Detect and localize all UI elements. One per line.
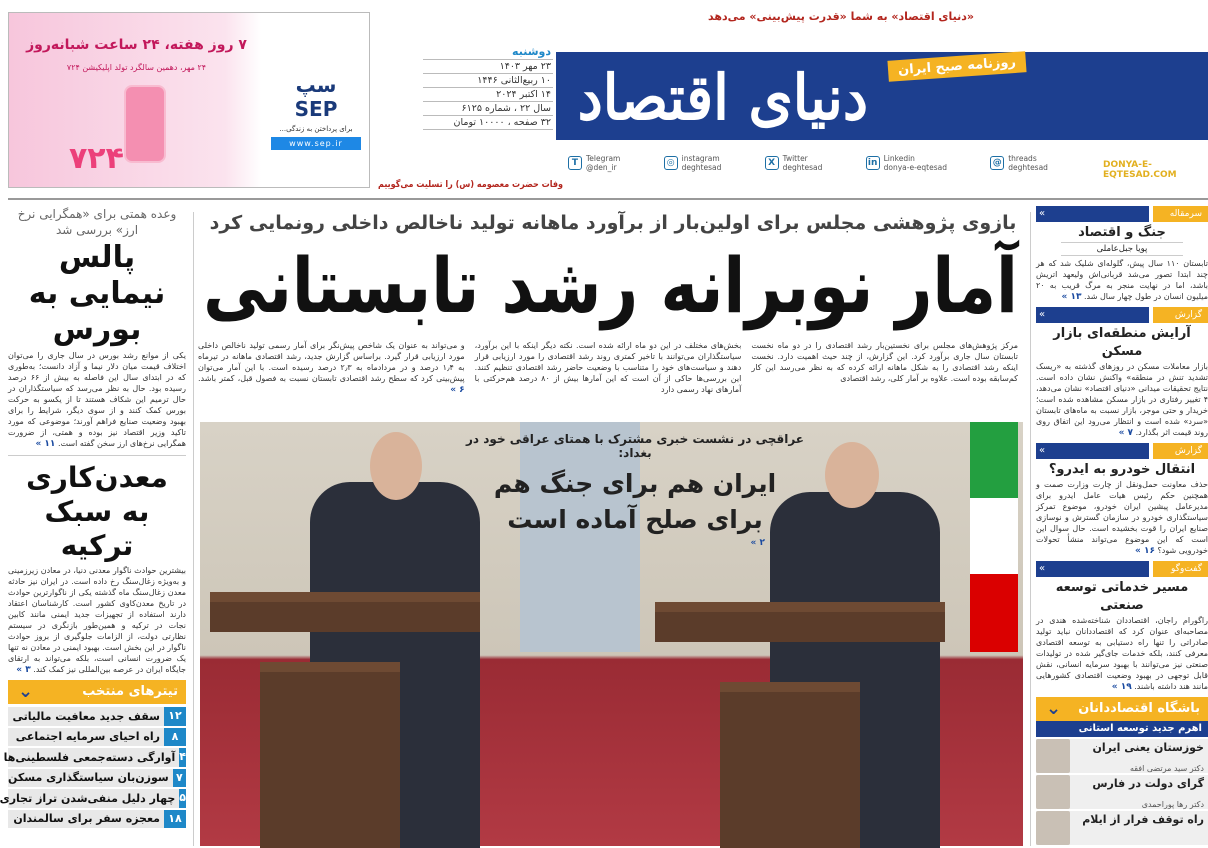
social-name: Telegram (586, 154, 621, 163)
story-mining[interactable] (8, 461, 186, 676)
page-number: ۱۸ (164, 810, 186, 829)
page-number: ۱۲ (164, 707, 186, 726)
story-auto[interactable] (1036, 443, 1208, 557)
page-number: ۸ (164, 728, 186, 747)
story-body-wrap (1036, 258, 1208, 303)
chevrons-icon: « (1036, 206, 1149, 222)
story-body: حذف معاونت حمل‌ونقل از چارت وزارت صمت و همچنین حکم رئیس هیات عامل ایدرو برای مدیرعامل پیشین ایران خودرو، موضوع تمرکز سیاستگذاری خودرو در سازمان گسترش و نوسازی صنایع ایران را قوت بخشیده است. حال سوال این است که این موضوع می‌تواند منشأ تحولات خودرویی شود؟ (1036, 480, 1208, 555)
list-item[interactable] (8, 728, 186, 747)
solar-date: ۲۳ مهر ۱۴۰۳ (423, 60, 553, 74)
page-ref: ۱۳ » (1061, 292, 1082, 302)
ad-tagline: برای پرداختن به زندگی... (279, 125, 353, 133)
social-handle: deghtesad (681, 163, 722, 172)
list-item[interactable] (8, 707, 186, 726)
section-title: باشگاه اقتصاددانان (1078, 701, 1200, 716)
podium-left (260, 662, 400, 848)
economists-club (1036, 697, 1208, 845)
list-item[interactable] (8, 769, 186, 788)
condolence-note: وفات حضرت معصومه (س) را تسلیت می‌گوییم (378, 180, 563, 190)
item-title: خوزستان یعنی ایران (1092, 741, 1204, 754)
page-ref: ۱۱ » (35, 439, 56, 449)
story-body-wrap (8, 565, 186, 676)
page-number: ۵ (179, 789, 186, 808)
price: ۳۲ صفحه ، ۱۰۰۰۰ تومان (423, 116, 553, 130)
headline: معجزه سفر برای سالمندان (13, 812, 160, 826)
headline: چهار دلیل منفی‌شدن تراز تجاری (0, 791, 176, 805)
speaker-head (370, 432, 422, 500)
chevrons-icon: « (1036, 307, 1149, 323)
page-number: ۴ (179, 748, 186, 767)
divider (8, 198, 1208, 200)
story-body-wrap (1036, 479, 1208, 557)
social-name: instagram (681, 154, 720, 163)
story-body: راگورام راجان، اقتصاددان شناخته‌شده هندی در مصاحبه‌ای عنوان کرد که اقتصاددانان نباید تولید صادراتی را تنها راه دستیابی به توسعه اقتصادی معرفی کنند، بلکه خدمات جای‌گیر شده در تولیدات صنعتی نیز می‌توانند با بهبود سرمایه انسانی، نقش قابل توجهی در بهبود وضعیت اقتصادی کشورهایی مانند هند داشته باشند. (1036, 616, 1208, 691)
page-number: ۷ (173, 769, 186, 788)
podium-right (720, 682, 860, 848)
section-bar (1036, 206, 1208, 222)
list-item[interactable] (1036, 775, 1208, 809)
social-handle: @den_ir (586, 163, 617, 172)
author-photo (1036, 811, 1070, 845)
story-title: پالس نیمایی به بورس (28, 240, 166, 347)
gregorian-date: ۱۴ اکتبر ۲۰۲۴ (423, 88, 553, 102)
social-links (568, 154, 1048, 172)
story-title: معدن‌کاری به سبک ترکیه (26, 461, 168, 562)
story-title: انتقال خودرو به ایدرو؟ (1048, 462, 1196, 477)
ad-headline: ۷ روز هفته، ۲۴ ساعت شبانه‌روز (26, 37, 247, 53)
ad-url[interactable]: www.sep.ir (271, 137, 361, 150)
ad-subline: ۲۴ مهر، دهمین سالگرد تولد اپلیکیشن ۷۲۴ (66, 63, 207, 72)
sep-logo-text: سپ SEP (294, 73, 338, 121)
lunar-date: ۱۰ ربیع‌الثانی ۱۴۴۶ (423, 74, 553, 88)
author: پویا جبل‌عاملی (1061, 242, 1183, 256)
story-kicker: وعده همتی برای «همگرایی نرخ ارز» بررسی شد (17, 207, 177, 237)
list-item[interactable] (1036, 739, 1208, 773)
social-threads[interactable] (990, 154, 1048, 172)
x-icon: X (765, 156, 779, 170)
podium-top (655, 602, 945, 642)
story-body: بیشترین حوادث ناگوار معدنی دنیا، در معادن زیرزمینی و به‌ویژه زغال‌سنگ رخ داده است. در ایران نیز حادثه معدن زغال‌سنگ ماه گذشته یکی از ناگوارترین حوادث در تاریخ معدن‌کاوی کشور است. کارشناسان اعتقاد دارند استفاده از تجهیزات جدید ایمنی مانند کابین نجات در ترکیه و همین‌طور بازنگری در سیستم نظارتی دولت، از الزامات جلوگیری از بروز حوادث ناگوار در این بخش است. بهبود ایمنی در معادن نه تنها یک ضرورت انسانی است، بلکه می‌تواند به ارتقای جایگاه ایران در عرصه بین‌المللی نیز کمک کند. (8, 566, 186, 674)
divider (8, 455, 186, 456)
left-column (0, 206, 186, 830)
section-bar (1036, 443, 1208, 459)
section-label: گزارش (1153, 307, 1208, 323)
social-name: Linkedin (883, 154, 915, 163)
headline: راه احیای سرمایه اجتماعی (15, 730, 160, 744)
section-label: گفت‌وگو (1153, 561, 1208, 577)
column-divider (193, 212, 194, 846)
lead-body (198, 340, 1018, 396)
page-ref: ۱۹ » (1111, 682, 1132, 692)
lead-kicker: بازوی پژوهشی مجلس برای اولین‌بار از برآورد ماهانه تولید ناخالص داخلی رونمایی کرد (209, 212, 1017, 234)
social-instagram[interactable] (664, 154, 722, 172)
item-author: دکتر سید مرتضی افقه (1129, 764, 1204, 773)
author-photo (1036, 739, 1070, 773)
story-body-wrap (1036, 615, 1208, 693)
page-ref: ۱۶ » (1135, 546, 1155, 556)
podium-top (210, 592, 480, 632)
item-title: راه توقف فرار از ایلام (1082, 813, 1204, 826)
list-item[interactable] (1036, 811, 1208, 845)
phone-illustration (124, 85, 166, 163)
social-handle: donya-e-eqtesad (883, 163, 947, 172)
lead-column: بخش‌های مختلف در این دو ماه ارائه شده است. نکته دیگر اینکه با این برآورد، سیاستگذاران می‌توانند با تاخیر کمتری روند رشد اقتصادی را مورد ارزیابی قرار دهند و سیاست‌های خود را متناسب با وضعیت حاضر رشد اقتصادی تنظیم کنند. این بررسی‌ها حاکی از آن است که این آمارها بیش از ۸۰ درصد هم‌حرکتی با آمارهای نهاد رسمی دارد (474, 341, 742, 394)
story-body-wrap (1036, 361, 1208, 439)
story-interview[interactable] (1036, 561, 1208, 693)
social-telegram[interactable] (568, 154, 620, 172)
story-title: جنگ و اقتصاد (1078, 225, 1166, 240)
story-title: مسیر خدماتی توسعه صنعتی (1055, 580, 1189, 613)
photo-headline[interactable]: ایران هم برای جنگ هم برای صلح آماده است (493, 469, 777, 534)
lead-column-text: و می‌تواند به عنوان یک شاخص پیش‌نگر برای آمار رسمی تولید ناخالص داخلی مورد ارزیابی قرار گیرد. براساس گزارش جدید، رشد اقتصادی ماهانه در تیرماه به ۱٫۴ درصد و در مردادماه به ۲٫۳ درصد رسیده است. با این آمار می‌توان پیش‌بینی کرد که سطح رشد اقتصادی تابستان نسبت به فصول قبل، کمتر باشد. (197, 341, 465, 383)
page-ref: ۷ » (1118, 428, 1134, 438)
list-item[interactable] (8, 810, 186, 829)
top-headlines-header (8, 680, 186, 704)
item-author: دکتر رها پوراحمدی (1141, 800, 1204, 809)
list-item[interactable] (0, 789, 186, 808)
section-label: گزارش (1153, 443, 1208, 459)
linkedin-icon: in (866, 156, 880, 170)
chevrons-icon: « (1036, 443, 1149, 459)
photo-kicker: عراقچی در نشست خبری مشترک با همتای عراقی خود در بغداد: (466, 432, 804, 460)
sep-advertisement[interactable] (8, 12, 370, 188)
threads-icon: @ (990, 156, 1004, 170)
sep-logo (271, 73, 361, 150)
story-housing[interactable] (1036, 307, 1208, 439)
story-body-wrap (8, 350, 186, 450)
page-ref: ۳ » (16, 665, 31, 675)
story-body: بازار معاملات مسکن در روزهای گذشته به «ریسک تشدید تنش در منطقه» واکنش نشان داده است. نتایج تحقیقات میدانی «دنیای اقتصاد» نشان می‌دهد، ۴ تغییر رفتاری در بازار مسکن مشاهده شده است؛ خریدار و حتی موجر، بازار نسبت به ماه‌های تابستان «سرد» شده است و انتظار می‌رود این اتفاق روی روند قیمت اثر بگذارد. (1036, 362, 1208, 437)
ad-big-number: ۷۲۴ (69, 141, 124, 176)
page-ref: ۲ » (750, 538, 765, 548)
item-title: گرای دولت در فارس (1092, 777, 1204, 790)
social-name: Twitter (782, 154, 808, 163)
social-handle: deghtesad (1008, 163, 1048, 172)
social-handle: deghtesad (782, 163, 823, 172)
chevron-down-icon: ⌄ (1046, 698, 1062, 719)
instagram-icon: ◎ (664, 156, 678, 170)
telegram-icon: T (568, 156, 582, 170)
lead-column: مرکز پژوهش‌های مجلس برای نخستین‌بار رشد اقتصادی را در دو ماه نخست تابستان سال جاری برآورد کرد. این گزارش، از چند حیث اهمیت دارد. نخست اینکه رشد اقتصادی را به شکل ماهانه ارائه کرده که به نظر می‌رسد این کار کم‌سابقه بوده است. علاوه بر آمار کلی، رشد اقتصادی (751, 341, 1018, 383)
lead-photo[interactable] (200, 422, 1023, 846)
story-editorial[interactable] (1036, 206, 1208, 303)
speaker-head (825, 442, 879, 508)
list-item[interactable] (3, 748, 186, 767)
story-body: یکی از موانع رشد بورس در سال جاری را می‌توان اختلاف قیمت میان دلار نیما و آزاد دانست؛ به‌طوری که در ابتدای سال این فاصله به بیش از ۶۶ درصد رسیده بود. حال به نظر می‌رسد که سیاستگذاران در حال ترمیم این شکاف هستند تا از یکسو به حرکت بورس کمک کنند و از سوی دیگر، شرایط را برای بهبود وضعیت صنایع فراهم آورند؛ موضوعی که مورد تاکید وزیر اقتصاد نیز بوده و همتی، از ضرورت همگرایی نرخ‌های ارز سخن گفته است. (8, 351, 186, 448)
slogan: «دنیای اقتصاد» به شما «قدرت پیش‌بینی» می‌دهد (708, 10, 974, 23)
club-subtitle: اهرم جدید توسعه استانی (1036, 721, 1208, 737)
lead-column (198, 340, 465, 396)
lead-headline[interactable]: آمار نوبرانه رشد تابستانی (203, 241, 1019, 330)
social-name: threads (1008, 154, 1037, 163)
club-list (1036, 739, 1208, 845)
website-url[interactable]: DONYA-E-EQTESAD.COM (1103, 160, 1177, 180)
story-body: تابستان ۱۱۰ سال پیش، گلوله‌ای شلیک شد که هر چند ابتدا تصور می‌شد قربانی‌اش ولیعهد اتریش باشد، اما در نهایت منجر به مرگ قریب به ۲۰ میلیون انسان در طول چهار سال شد. (1036, 259, 1208, 301)
column-divider (1030, 212, 1031, 846)
top-headlines-list (0, 707, 186, 828)
page-ref: ۶ » (450, 385, 465, 395)
masthead-tag: روزنامه صبح ایران (887, 51, 1026, 82)
section-bar (1036, 307, 1208, 323)
headline: سوزن‌بان سیاستگذاری مسکن (8, 771, 169, 785)
headline: آوارگی دسته‌جمعی فلسطینی‌ها (3, 750, 176, 764)
photo-caption (465, 432, 805, 548)
section-label: سرمقاله (1153, 206, 1208, 222)
section-bar (1036, 561, 1208, 577)
section-title: تیترهای منتخب (82, 684, 178, 699)
masthead-logo: دنیای اقتصاد (577, 61, 868, 134)
chevrons-icon: « (1036, 561, 1149, 577)
story-title: آرایش منطقه‌ای بازار مسکن (1053, 326, 1191, 359)
social-twitter[interactable] (765, 154, 823, 172)
iran-flag (970, 422, 1018, 652)
author-photo (1036, 775, 1070, 809)
issue-number: سال ۲۲ ، شماره ۶۱۲۵ (423, 102, 553, 116)
issue-info (423, 44, 553, 130)
club-header (1036, 697, 1208, 721)
headline: سقف جدید معافیت مالیاتی (12, 709, 160, 723)
right-column (1036, 206, 1208, 847)
weekday: دوشنبه (423, 44, 553, 60)
social-linkedin[interactable] (866, 154, 947, 172)
story-nima[interactable] (8, 206, 186, 450)
chevron-down-icon: ⌄ (18, 681, 34, 702)
